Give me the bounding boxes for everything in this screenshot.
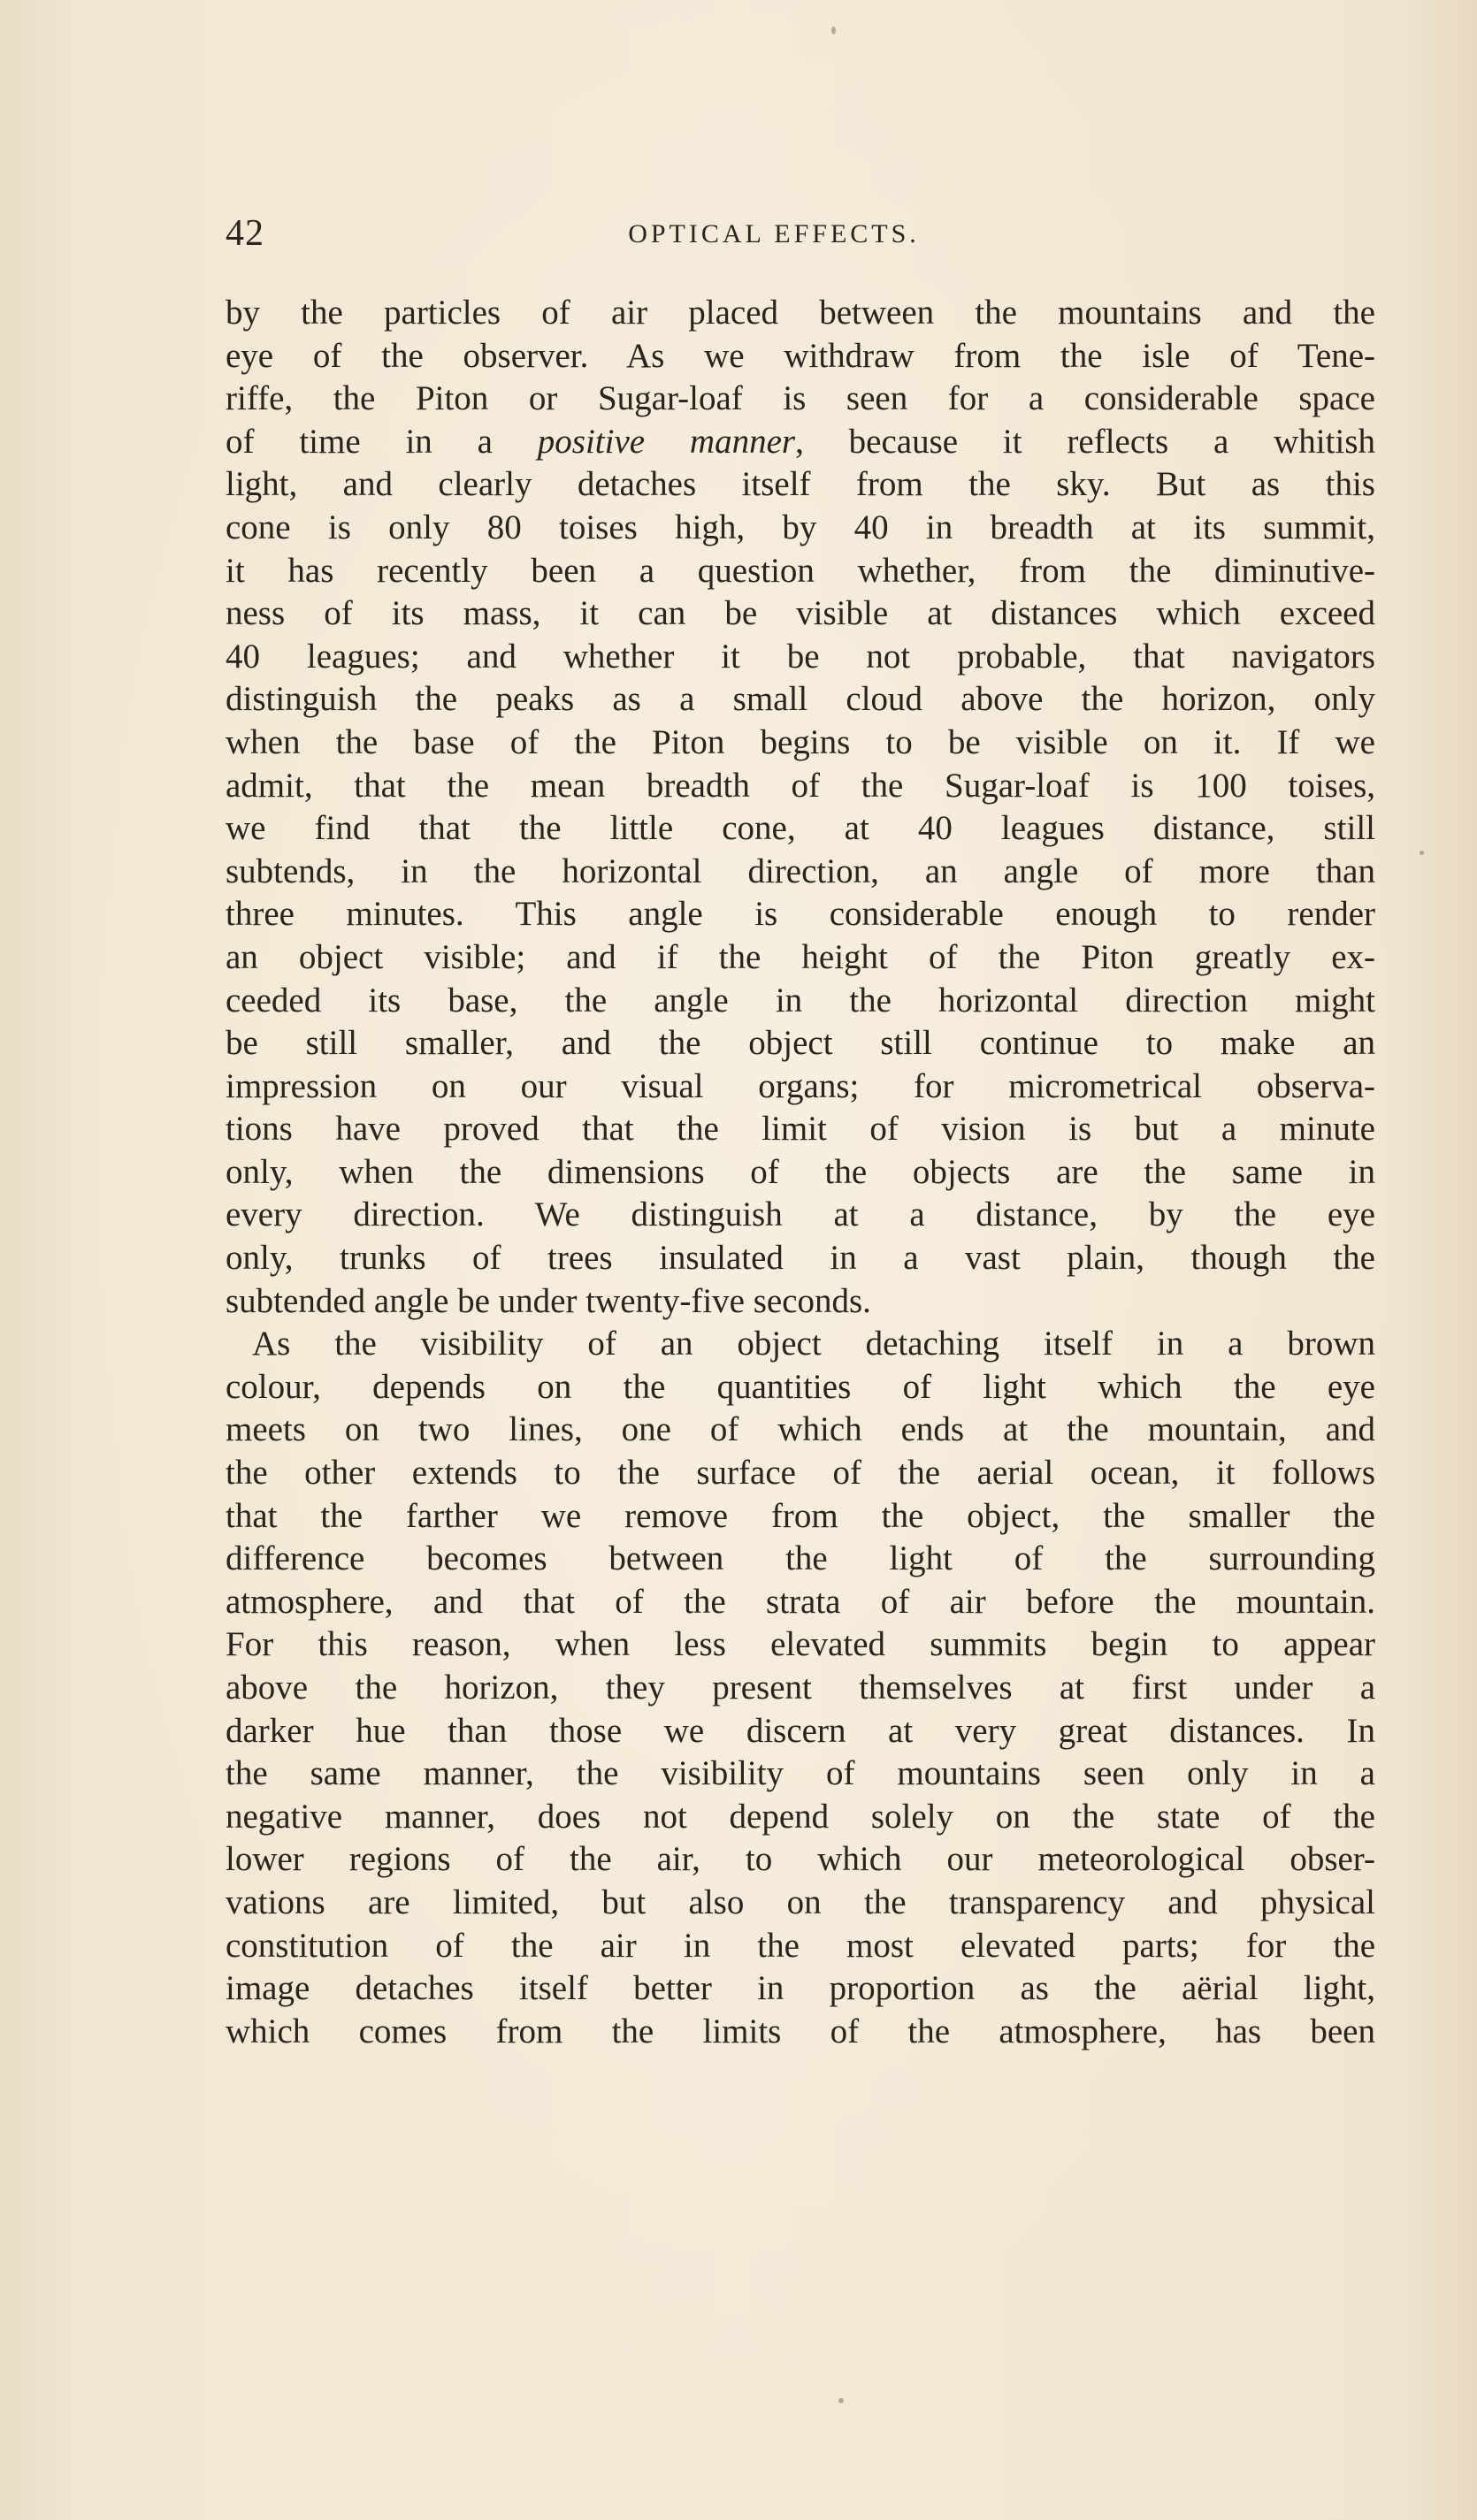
page-number: 42 <box>226 213 264 254</box>
text-line: vations are limited, but also on the transparency and physical <box>226 1882 1375 1921</box>
text-line: every direction. We distinguish at a distance, by the eye <box>226 1195 1375 1234</box>
text-segment: , because it reflects a whitish <box>795 422 1375 461</box>
text-line: by the particles of air placed between the mountains and the <box>226 294 1375 332</box>
text-line: only, when the dimensions of the objects are the same in <box>226 1152 1375 1191</box>
text-line: cone is only 80 toises high, by 40 in breadth at its summit, <box>226 508 1375 546</box>
page-header <box>226 212 1375 265</box>
text-line: impression on our visual organs; for micrometrical observa- <box>226 1066 1375 1105</box>
text-line: admit, that the mean breadth of the Sugar-loaf is 100 toises, <box>226 766 1375 805</box>
text-line: colour, depends on the quantities of light which the eye <box>226 1367 1375 1406</box>
text-line: distinguish the peaks as a small cloud above the horizon, only <box>226 680 1375 719</box>
paragraph <box>226 1323 1375 2053</box>
text-line: image detaches itself better in proportion as the aërial light, <box>226 1969 1375 2008</box>
text-line: an object visible; and if the height of the Piton greatly ex- <box>226 937 1375 976</box>
text-line: difference becomes between the light of the surrounding <box>226 1539 1375 1578</box>
text-line: As the visibility of an object detaching itself in a brown <box>252 1325 1375 1363</box>
text-line: For this reason, when less elevated summits begin to appear <box>226 1625 1375 1664</box>
body-text <box>226 292 1375 2053</box>
text-line: ness of its mass, it can be visible at distances which exceed <box>226 594 1375 633</box>
text-line: negative manner, does not depend solely on the state of the <box>226 1797 1375 1836</box>
text-line: which comes from the limits of the atmosphere, has been <box>226 2012 1375 2050</box>
text-line: light, and clearly detaches itself from the sky. But as this <box>226 465 1375 504</box>
text-line: lower regions of the air, to which our meteorological obser- <box>226 1840 1375 1879</box>
paper-speck <box>831 27 836 34</box>
text-line: tions have proved that the limit of vision is but a minute <box>226 1110 1375 1149</box>
running-title: OPTICAL EFFECTS. <box>628 219 920 248</box>
text-line: when the base of the Piton begins to be visible on it. If we <box>226 722 1375 761</box>
paper-speck <box>838 2398 844 2403</box>
text-segment: of time in a <box>226 422 538 461</box>
paper-speck <box>1420 851 1424 855</box>
text-line: be still smaller, and the object still continue to make an <box>226 1024 1375 1063</box>
text-line: ceeded its base, the angle in the horizontal direction might <box>226 981 1375 1019</box>
text-line: that the farther we remove from the object, the smaller the <box>226 1496 1375 1535</box>
emphasized-phrase: positive manner <box>537 422 796 461</box>
text-line: riffe, the Piton or Sugar-loaf is seen for a considerable space <box>226 379 1375 418</box>
text-line <box>226 421 1375 464</box>
text-line: it has recently been a question whether, from the diminutive- <box>226 551 1375 590</box>
text-line: only, trunks of trees insulated in a vast plain, though the <box>226 1239 1375 1278</box>
text-line: meets on two lines, one of which ends at the mountain, and <box>226 1410 1375 1449</box>
text-line: atmosphere, and that of the strata of air before the mountain. <box>226 1582 1375 1621</box>
paragraph <box>226 292 1375 1323</box>
text-line: darker hue than those we discern at very great distances. In <box>226 1711 1375 1750</box>
text-line: constitution of the air in the most elevated parts; for the <box>226 1926 1375 1965</box>
text-line: subtends, in the horizontal direction, an angle of more than <box>226 851 1375 890</box>
text-line: three minutes. This angle is considerable enough to render <box>226 895 1375 934</box>
text-line: 40 leagues; and whether it be not probable, that navigators <box>226 637 1375 676</box>
text-line: we find that the little cone, at 40 leagues distance, still <box>226 809 1375 848</box>
text-line: subtended angle be under twenty-five seconds. <box>226 1281 871 1320</box>
text-line: the other extends to the surface of the aerial ocean, it follows <box>226 1454 1375 1493</box>
text-line: eye of the observer. As we withdraw from the isle of Tene- <box>226 336 1375 375</box>
text-line: above the horizon, they present themselves at first under a <box>226 1669 1375 1707</box>
text-line: the same manner, the visibility of mountains seen only in a <box>226 1754 1375 1793</box>
